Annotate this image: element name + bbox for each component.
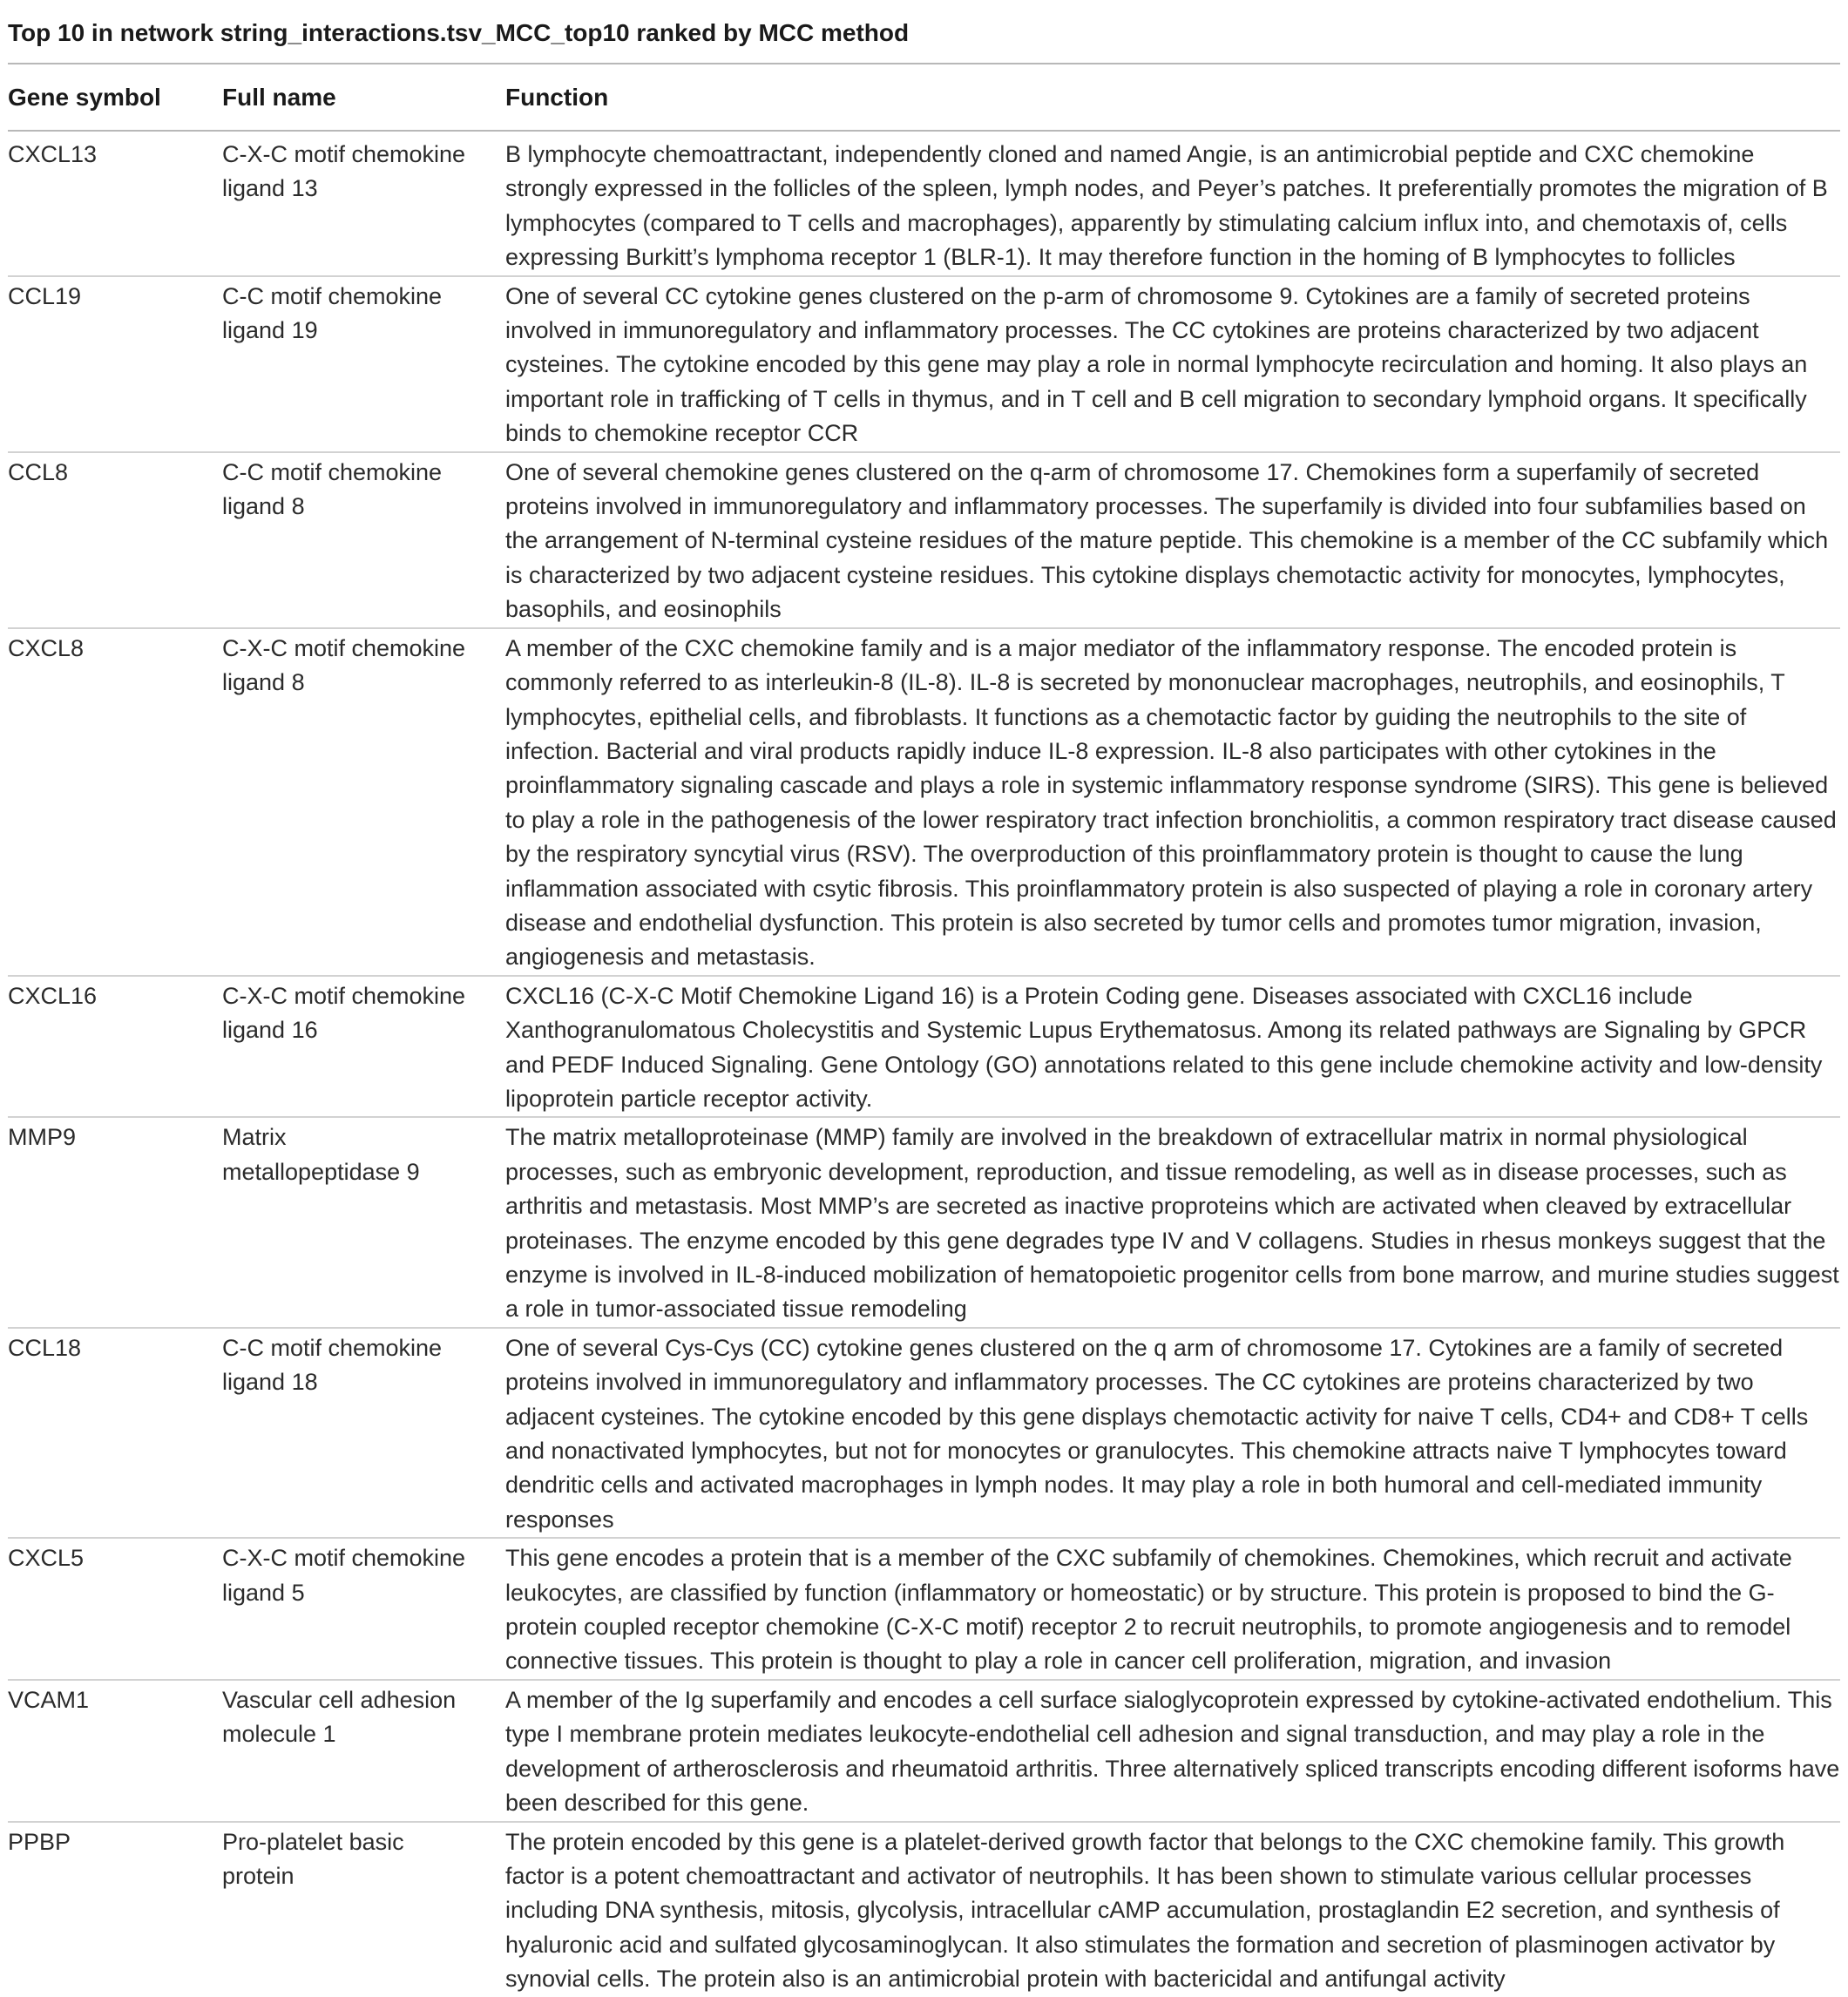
table-row [8, 976, 1840, 1118]
gene-symbol-cell: CCL18 [8, 1328, 222, 1538]
full-name-cell: C-C motif chemokine ligand 19 [222, 276, 505, 452]
gene-symbol-cell: CXCL16 [8, 976, 222, 1118]
function-cell: A member of the Ig superfamily and encodes a cell surface sialoglycoprotein expressed by cytokine-activated endothelium. This type I membrane protein mediates leukocyte-endothelial cell adhesion and signal transduction, and may play a role in the development of artherosclerosis and rheumatoid arthritis. Three alternatively spliced transcripts encoding different isoforms have been described for this gene. [505, 1680, 1840, 1822]
full-name-cell: Vascular cell adhesion molecule 1 [222, 1680, 505, 1822]
function-cell: This gene encodes a protein that is a member of the CXC subfamily of chemokines. Chemokines, which recruit and activate leukocytes, are classified by function (inflammatory or homeostatic) or by structure. This protein is proposed to bind the G-protein coupled receptor chemokine (C-X-C motif) receptor 2 to recruit neutrophils, to promote angiogenesis and to remodel connective tissues. This protein is thought to play a role in cancer cell proliferation, migration, and invasion [505, 1538, 1840, 1680]
table-row [8, 1328, 1840, 1538]
full-name-cell: Pro-platelet basic protein [222, 1828, 404, 1889]
table-row [8, 1680, 1840, 1822]
function-cell: One of several chemokine genes clustered on the q-arm of chromosome 17. Chemokines form a superfamily of secreted proteins involved in immunoregulatory and inflammatory processes. The superfamily is divided into four subfamilies based on the arrangement of N-terminal cysteine residues of the mature peptide. This chemokine is a member of the CC subfamily which is characterized by two adjacent cysteine residues. This cytokine displays chemotactic activity for monocytes, lymphocytes, basophils, and eosinophils [505, 452, 1840, 628]
function-cell: One of several CC cytokine genes clustered on the p-arm of chromosome 9. Cytokines are a family of secreted proteins involved in immunoregulatory and inflammatory processes. The CC cytokines are proteins characterized by two adjacent cysteines. The cytokine encoded by this gene may play a role in normal lymphocyte recirculation and homing. It also plays an important role in trafficking of T cells in thymus, and in T cell and B cell migration to secondary lymphoid organs. It specifically binds to chemokine receptor CCR [505, 276, 1840, 452]
full-name-cell: C-X-C motif chemokine ligand 5 [222, 1538, 505, 1680]
function-cell: The matrix metalloproteinase (MMP) family are involved in the breakdown of extracellular matrix in normal physiological processes, such as embryonic development, reproduction, and tissue remodeling, as well as in disease processes, such as arthritis and metastasis. Most MMP’s are secreted as inactive proproteins which are activated when cleaved by extracellular proteinases. The enzyme encoded by this gene degrades type IV and V collagens. Studies in rhesus monkeys suggest that the enzyme is involved in IL-8-induced mobilization of hematopoietic progenitor cells from bone marrow, and murine studies suggest a role in tumor-associated tissue remodeling [505, 1117, 1840, 1327]
full-name-cell: C-C motif chemokine ligand 8 [222, 452, 505, 628]
table-body [8, 131, 1840, 1997]
header-full-name: Full name [222, 64, 505, 131]
table-row [8, 131, 1840, 276]
full-name-cell: C-X-C motif chemokine ligand 8 [222, 628, 505, 976]
table-row [8, 1538, 1840, 1680]
full-name-cell: C-X-C motif chemokine ligand 16 [222, 976, 505, 1118]
full-name-cell: Matrix metallopeptidase 9 [222, 1117, 505, 1327]
table-row [8, 452, 1840, 628]
table-header [8, 64, 1840, 131]
function-cell: The protein encoded by this gene is a platelet-derived growth factor that belongs to the CXC chemokine family. This growth factor is a potent chemoattractant and activator of neutrophils. It has been shown to stimulate various cellular processes including DNA synthesis, mitosis, glycolysis, intracellular cAMP accumulation, prostaglandin E2 secretion, and synthesis of hyaluronic acid and sulfated glycosaminoglycan. It also stimulates the formation and secretion of plasminogen activator by synovial cells. The protein also is an antimicrobial protein with bactericidal and antifungal activity [505, 1828, 1785, 1993]
gene-symbol-cell: CXCL8 [8, 628, 222, 976]
gene-symbol-cell: PPBP [8, 1828, 71, 1855]
function-cell: CXCL16 (C-X-C Motif Chemokine Ligand 16) is a Protein Coding gene. Diseases associated with CXCL16 include Xanthogranulomatous Cholecystitis and Systemic Lupus Erythematosus. Among its related pathways are Signaling by GPCR and PEDF Induced Signaling. Gene Ontology (GO) annotations related to this gene include chemokine activity and low-density lipoprotein particle receptor activity. [505, 976, 1840, 1118]
gene-symbol-cell: VCAM1 [8, 1680, 222, 1822]
table-row [8, 628, 1840, 976]
table-row [8, 1117, 1840, 1327]
full-name-cell: C-C motif chemokine ligand 18 [222, 1328, 505, 1538]
header-gene-symbol: Gene symbol [8, 64, 222, 131]
table-row [8, 1822, 1840, 1997]
function-cell: One of several Cys-Cys (CC) cytokine genes clustered on the q arm of chromosome 17. Cytokines are a family of secreted proteins involved in immunoregulatory and inflammatory processes. The CC cytokines are proteins characterized by two adjacent cysteines. The cytokine encoded by this gene displays chemotactic activity for naive T cells, CD4+ and CD8+ T cells and nonactivated lymphocytes, but not for monocytes or granulocytes. This chemokine attracts naive T lymphocytes toward dendritic cells and activated macrophages in lymph nodes. It may play a role in both humoral and cell-mediated immunity responses [505, 1328, 1840, 1538]
gene-symbol-cell: CCL19 [8, 276, 222, 452]
header-function: Function [505, 64, 1840, 131]
function-cell: B lymphocyte chemoattractant, independently cloned and named Angie, is an antimicrobial peptide and CXC chemokine strongly expressed in the follicles of the spleen, lymph nodes, and Peyer’s patches. It preferentially promotes the migration of B lymphocytes (compared to T cells and macrophages), apparently by stimulating calcium influx into, and chemotaxis of, cells expressing Burkitt’s lymphoma receptor 1 (BLR-1). It may therefore function in the homing of B lymphocytes to follicles [505, 131, 1840, 276]
gene-symbol-cell: CXCL13 [8, 131, 222, 276]
full-name-cell: C-X-C motif chemokine ligand 13 [222, 131, 505, 276]
header-row [8, 64, 1840, 131]
function-cell: A member of the CXC chemokine family and is a major mediator of the inflammatory response. The encoded protein is commonly referred to as interleukin-8 (IL-8). IL-8 is secreted by mononuclear macrophages, neutrophils, and eosinophils, T lymphocytes, epithelial cells, and fibroblasts. It functions as a chemotactic factor by guiding the neutrophils to the site of infection. Bacterial and viral products rapidly induce IL-8 expression. IL-8 also participates with other cytokines in the proinflammatory signaling cascade and plays a role in systemic inflammatory response syndrome (SIRS). This gene is believed to play a role in the pathogenesis of the lower respiratory tract infection bronchiolitis, a common respiratory tract disease caused by the respiratory syncytial virus (RSV). The overproduction of this proinflammatory protein is thought to cause the lung inflammation associated with csytic fibrosis. This proinflammatory protein is also suspected of playing a role in coronary artery disease and endothelial dysfunction. This protein is also secreted by tumor cells and promotes tumor migration, invasion, angiogenesis and metastasis. [505, 628, 1840, 976]
gene-table [8, 64, 1840, 1997]
table-caption: Top 10 in network string_interactions.tsv_MCC_top10 ranked by MCC method [8, 16, 1840, 64]
gene-symbol-cell: CCL8 [8, 452, 222, 628]
gene-symbol-cell: CXCL5 [8, 1538, 222, 1680]
gene-symbol-cell: MMP9 [8, 1117, 222, 1327]
table-row [8, 276, 1840, 452]
